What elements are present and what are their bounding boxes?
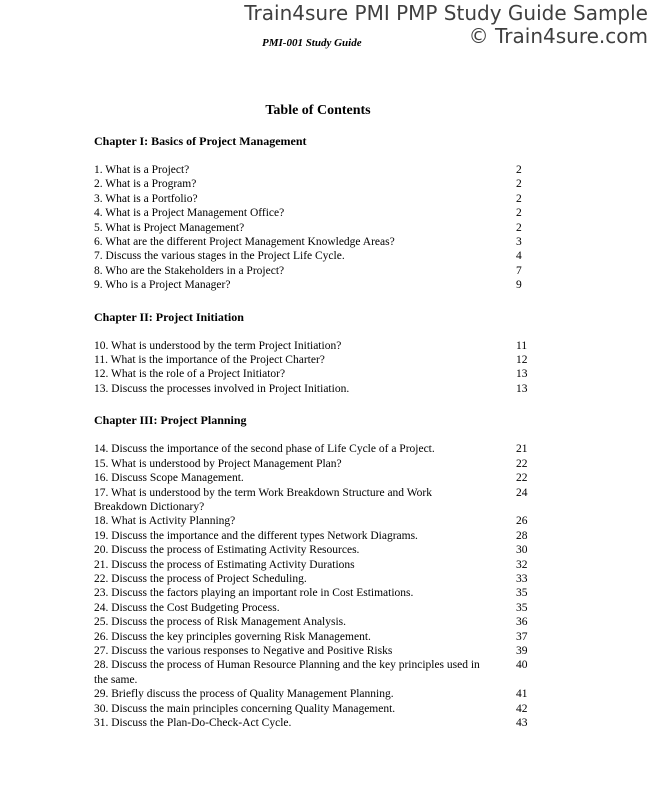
toc-entry-text: 2. What is a Program?: [94, 178, 197, 191]
toc-entry-page: 35: [516, 587, 528, 600]
toc-entry-text: 8. Who are the Stakeholders in a Project?: [94, 264, 285, 277]
toc-entry-page: 2: [516, 221, 522, 234]
toc-entry-page: 39: [516, 644, 528, 657]
toc-entry-page: 4: [516, 250, 522, 263]
toc-entry-page: 26: [516, 515, 528, 528]
toc-entry-page: 42: [516, 702, 528, 715]
toc-entry[interactable]: [94, 163, 534, 177]
toc-entry[interactable]: [94, 586, 534, 600]
toc-entry-text: 17. What is understood by the term Work Breakdown Structure and Work Breakdown Dictionary?: [94, 486, 432, 513]
toc-entry[interactable]: [94, 206, 534, 220]
toc-entry-page: 24: [516, 486, 528, 499]
toc-entry[interactable]: [94, 221, 534, 235]
chapter-items: [94, 442, 534, 730]
toc-entry-page: 22: [516, 457, 528, 470]
toc-entry-page: 43: [516, 717, 528, 729]
toc-entry[interactable]: [94, 353, 534, 367]
toc-entry[interactable]: [94, 572, 534, 586]
toc-entry-text: 27. Discuss the various responses to Negative and Positive Risks: [94, 644, 393, 657]
toc-entry[interactable]: [94, 529, 534, 543]
toc-entry-page: 12: [516, 354, 528, 367]
toc-entry[interactable]: [94, 558, 534, 572]
chapter-heading: Chapter III: Project Planning: [94, 413, 247, 428]
toc-entry-text: 26. Discuss the key principles governing Risk Management.: [94, 630, 371, 643]
chapter-heading: Chapter I: Basics of Project Management: [94, 134, 307, 148]
toc-entry-text: 31. Discuss the Plan-Do-Check-Act Cycle.: [94, 717, 292, 729]
toc-entry-text: 21. Discuss the process of Estimating Activity Durations: [94, 558, 355, 571]
toc-title: Table of Contents: [265, 103, 371, 118]
toc-entry[interactable]: [94, 278, 534, 292]
toc-entry-text: 14. Discuss the importance of the second phase of Life Cycle of a Project.: [94, 443, 435, 456]
watermark-copyright: © Train4sure.com: [468, 24, 648, 48]
toc-entry[interactable]: [94, 702, 534, 716]
toc-entry-page: 32: [516, 558, 528, 571]
toc-entry-page: 2: [516, 164, 522, 176]
toc-entry[interactable]: [94, 658, 534, 687]
toc-entry-page: 35: [516, 601, 528, 614]
toc-entry[interactable]: [94, 442, 534, 456]
toc-entry-text: 10. What is understood by the term Project Initiation?: [94, 339, 342, 352]
toc-entry-text: 15. What is understood by Project Management Plan?: [94, 457, 342, 470]
toc-entry[interactable]: [94, 367, 534, 381]
toc-entry-page: 36: [516, 616, 528, 629]
toc-entry-text: 30. Discuss the main principles concerning Quality Management.: [94, 702, 396, 715]
toc-entry-page: 13: [516, 368, 528, 381]
toc-entry-page: 2: [516, 192, 522, 205]
toc-entry-text: 9. Who is a Project Manager?: [94, 279, 231, 292]
toc-entry-page: 30: [516, 544, 528, 557]
toc-entry[interactable]: [94, 630, 534, 644]
toc-entry-text: 4. What is a Project Management Office?: [94, 207, 285, 220]
toc-entry[interactable]: [94, 177, 534, 191]
toc-entry-text: 25. Discuss the process of Risk Management Analysis.: [94, 616, 347, 629]
toc-entry[interactable]: [94, 543, 534, 557]
toc-entry-page: 37: [516, 630, 528, 643]
toc-entry[interactable]: [94, 615, 534, 629]
toc-entry-text: 23. Discuss the factors playing an important role in Cost Estimations.: [94, 587, 414, 600]
toc-entry[interactable]: [94, 235, 534, 249]
toc-entry-text: 19. Discuss the importance and the different types Network Diagrams.: [94, 529, 418, 542]
toc-entry-page: 22: [516, 472, 528, 485]
toc-entry-page: 2: [516, 207, 522, 220]
toc-content: [94, 133, 534, 746]
toc-entry[interactable]: [94, 457, 534, 471]
toc-entry-page: 28: [516, 529, 528, 542]
toc-entry-text: 1. What is a Project?: [94, 164, 190, 176]
toc-entry-text: 16. Discuss Scope Management.: [94, 472, 244, 485]
toc-entry[interactable]: [94, 471, 534, 485]
toc-entry[interactable]: [94, 339, 534, 353]
toc-entry-page: 40: [516, 659, 528, 672]
toc-entry-page: 9: [516, 279, 522, 292]
toc-entry[interactable]: [94, 601, 534, 615]
watermark-title: Train4sure PMI PMP Study Guide Sample: [244, 1, 648, 25]
toc-entry-page: 41: [516, 688, 528, 701]
toc-entry-text: 13. Discuss the processes involved in Project Initiation.: [94, 382, 350, 395]
toc-entry[interactable]: [94, 486, 534, 515]
toc-entry[interactable]: [94, 192, 534, 206]
toc-entry-page: 21: [516, 443, 528, 456]
chapter-heading: Chapter II: Project Initiation: [94, 309, 244, 324]
toc-entry-text: 11. What is the importance of the Project Charter?: [94, 354, 325, 367]
toc-entry-page: 11: [516, 339, 528, 352]
toc-entry[interactable]: [94, 644, 534, 658]
toc-entry[interactable]: [94, 249, 534, 263]
toc-entry-page: 13: [516, 382, 528, 395]
chapter-items: [94, 339, 534, 397]
toc-entry-text: 5. What is Project Management?: [94, 221, 245, 234]
toc-entry-page: 33: [516, 572, 528, 585]
toc-entry-text: 6. What are the different Project Management Knowledge Areas?: [94, 236, 395, 249]
toc-entry-page: 3: [516, 236, 522, 249]
toc-entry[interactable]: [94, 264, 534, 278]
toc-entry-text: 28. Discuss the process of Human Resource Planning and the key principles used in the same.: [94, 659, 480, 686]
toc-entry[interactable]: [94, 514, 534, 528]
toc-entry-text: 3. What is a Portfolio?: [94, 192, 198, 205]
toc-entry-text: 20. Discuss the process of Estimating Activity Resources.: [94, 544, 360, 557]
chapter-items: [94, 163, 534, 293]
toc-entry-text: 22. Discuss the process of Project Scheduling.: [94, 572, 307, 585]
document-header: PMI-001 Study Guide: [262, 37, 362, 49]
toc-entry-text: 18. What is Activity Planning?: [94, 515, 236, 528]
toc-entry-page: 2: [516, 178, 522, 191]
toc-entry[interactable]: [94, 382, 534, 396]
toc-entry-text: 7. Discuss the various stages in the Project Life Cycle.: [94, 250, 345, 263]
toc-entry-page: 7: [516, 264, 522, 277]
toc-entry-text: 29. Briefly discuss the process of Quality Management Planning.: [94, 688, 394, 701]
toc-entry-text: 12. What is the role of a Project Initiator?: [94, 368, 286, 381]
toc-entry-text: 24. Discuss the Cost Budgeting Process.: [94, 601, 280, 614]
toc-entry[interactable]: [94, 687, 534, 701]
toc-entry[interactable]: [94, 716, 534, 730]
